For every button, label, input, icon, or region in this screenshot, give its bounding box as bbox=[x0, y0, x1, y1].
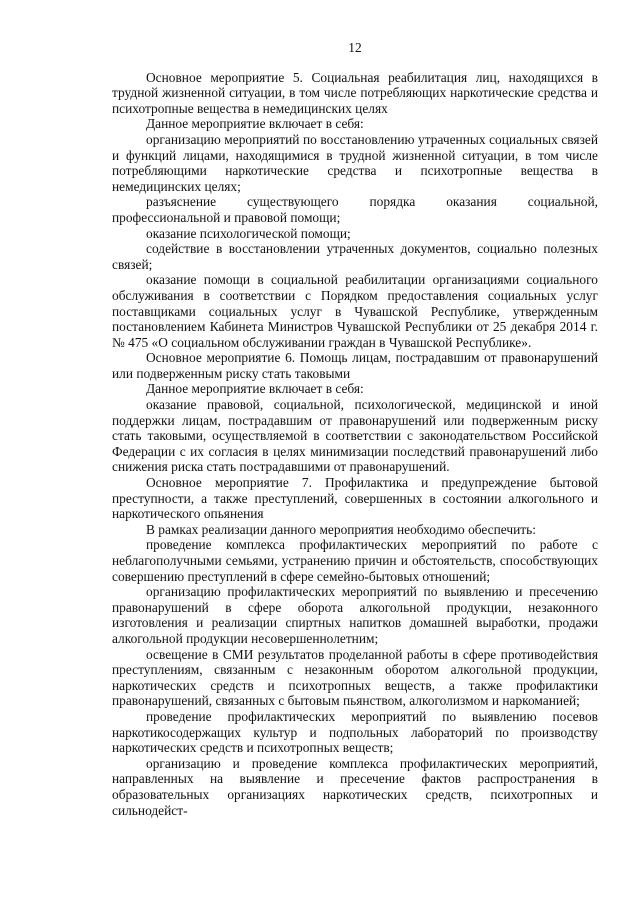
list-item: организацию и проведение комплекса профилактических мероприятий, направленных на выявление и пресечение фактов распространения в образовательных организациях наркотических средств, психотропных и сильнодейст- bbox=[112, 755, 598, 818]
list-item: организацию профилактических мероприятий по выявлению и пресечению правонарушений в сфере оборота алкогольной продукции, незаконного изготовления и реализации спиртных напитков домашней выработки, продажи алкогольной продукции несовершеннолетним; bbox=[112, 584, 598, 646]
list-item: разъяснение существующего порядка оказания социальной, профессиональной и правовой помощи; bbox=[112, 194, 598, 225]
paragraph-heading-measure-7: Основное мероприятие 7. Профилактика и предупреждение бытовой преступности, а также преступлений, совершенных в состоянии алкогольного и наркотического опьянения bbox=[112, 475, 598, 522]
paragraph: Данное мероприятие включает в себя: bbox=[146, 116, 364, 132]
page-number: 12 bbox=[348, 40, 362, 55]
list-item: организацию мероприятий по восстановлению утраченных социальных связей и функций лицами, находящимися в трудной жизненной ситуации, в том числе потребляющими наркотические средства и психотропные вещества в немедицинских целях; bbox=[112, 131, 598, 194]
list-item: проведение профилактических мероприятий по выявлению посевов наркотикосодержащих культур и подпольных лабораторий по производству наркотических средств и психотропных веществ; bbox=[112, 708, 598, 756]
list-item: оказание правовой, социальной, психологической, медицинской и иной поддержки лицам, пострадавшим от правонарушений или подверженным риску стать таковыми, осуществляемой в соответствии с законодательством Российской Федерации с их согласия в целях минимизации последствий правонарушений либо снижения риска стать пострадавшими от правонарушений. bbox=[112, 397, 598, 475]
list-item: проведение комплекса профилактических мероприятий по работе с неблагополучными семьями, устранению причин и обстоятельств, способствующих совершению преступлений в сфере семейно-бытовых отношений; bbox=[112, 537, 598, 584]
paragraph-heading-measure-6: Основное мероприятие 6. Помощь лицам, пострадавшим от правонарушений или подверженным риску стать таковыми bbox=[112, 350, 598, 381]
paragraph-heading-measure-5: Основное мероприятие 5. Социальная реабилитация лиц, находящихся в трудной жизненной ситуации, в том числе потребляющих наркотические средства и психотропные вещества в немедицинских целях bbox=[112, 69, 598, 116]
list-item: содействие в восстановлении утраченных документов, социально полезных связей; bbox=[112, 241, 598, 272]
document-body bbox=[112, 70, 598, 819]
paragraph: В рамках реализации данного мероприятия необходимо обеспечить: bbox=[146, 521, 536, 537]
list-item: освещение в СМИ результатов проделанной работы в сфере противодействия преступлениям, связанным с незаконным оборотом алкогольной продукции, наркотических средств и психотропных веществ, а также профилактики правонарушений, связанных с бытовым пьянством, алкоголизмом и наркоманией; bbox=[112, 646, 598, 709]
paragraph: Данное мероприятие включает в себя: bbox=[146, 381, 364, 397]
list-item: оказание помощи в социальной реабилитации организациями социального обслуживания в соответствии с Порядком предоставления социальных услуг поставщиками социальных услуг в Чувашской Республике, утвержденным постановлением Кабинета Министров Чувашской Республики от 25 декабря 2014 г. № 475 «О социальном обслуживании граждан в Чувашской Республике». bbox=[112, 272, 598, 350]
list-item: оказание психологической помощи; bbox=[146, 225, 351, 241]
